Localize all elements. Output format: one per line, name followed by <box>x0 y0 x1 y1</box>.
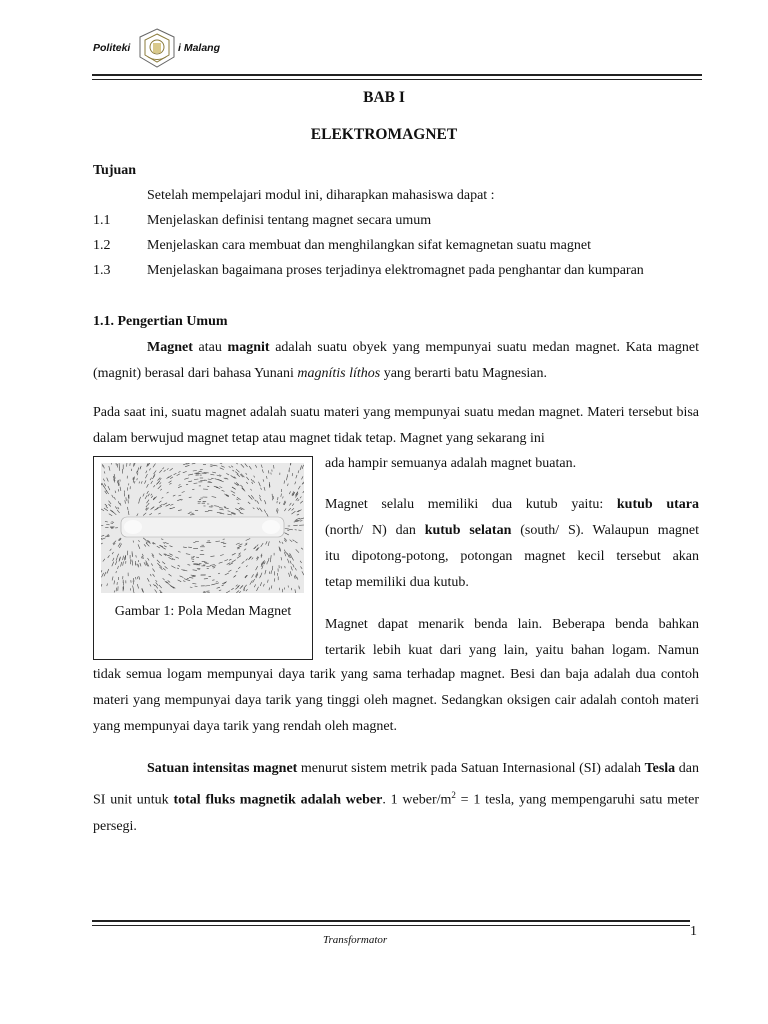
institution-name-left: Politeki <box>93 42 131 54</box>
text-run: Magnet selalu memiliki dua kutub yaitu: <box>325 497 617 512</box>
magnetic-field-pattern-image <box>101 463 304 593</box>
figure-caption: Gambar 1: Pola Medan Magnet <box>114 604 292 619</box>
chapter-number: BAB I <box>363 89 405 106</box>
term-tesla: Tesla <box>644 761 676 776</box>
paragraph-magnet-today: Pada saat ini, suatu magnet adalah suatu materi yang mempunyai suatu medan magnet. Materi tersebut bisa dalam berwujud magnet tetap atau magnet tidak tetap. Magnet yang sekarang ini <box>93 405 699 446</box>
text-run: atau <box>192 340 228 355</box>
objective-text: Menjelaskan definisi tentang magnet secara umum <box>147 213 432 228</box>
header-rule <box>92 74 702 76</box>
term-magnit: magnit <box>227 340 270 355</box>
text-line <box>325 492 699 518</box>
objective-number: 1.2 <box>93 238 111 253</box>
objective-number: 1.3 <box>93 263 111 278</box>
term-greek: magnítis líthos <box>297 366 381 381</box>
objective-number: 1.1 <box>93 213 111 228</box>
institution-logo <box>137 27 177 69</box>
text-line: tetap memiliki dua kutub. <box>325 575 469 590</box>
paragraph-magnet-units <box>93 756 699 840</box>
tujuan-intro: Setelah mempelajari modul ini, diharapkan mahasiswa dapat : <box>147 188 495 203</box>
institution-name-right: i Malang <box>178 42 221 54</box>
superscript: 2 <box>451 790 456 800</box>
text-line: itu dipotong-potong, potongan magnet kecil tersebut akan <box>325 549 699 564</box>
footer-title: Transformator <box>323 934 388 946</box>
paragraph-magnet-poles <box>325 492 699 596</box>
text-line: tertarik lebih kuat dari yang lain, yaitu bahan logam. Namun <box>325 643 699 658</box>
figure-magnetic-field <box>93 456 313 660</box>
header-rule-thin <box>92 79 702 80</box>
text-run: (south/ S). Walaupun magnet <box>511 523 700 538</box>
text-run: = 1 tesla, yang mempengaruhi satu meter persegi. <box>93 792 699 834</box>
page-number: 1 <box>690 924 697 939</box>
chapter-title: ELEKTROMAGNET <box>310 126 458 143</box>
paragraph-magnet-attraction: tidak semua logam mempunyai daya tarik yang sama terhadap magnet. Besi dan baja adalah dua contoh materi yang mempunyai daya tarik yang tinggi oleh magnet. Sedangkan oksigen cair adalah contoh materi yang mempunyai daya tarik yang rendah oleh magnet. <box>93 667 699 734</box>
paragraph-magnet-attraction-top <box>325 612 699 664</box>
objective-text: Menjelaskan cara membuat dan menghilangkan sifat kemagnetan suatu magnet <box>147 238 591 253</box>
text-line <box>325 518 699 544</box>
page-header <box>93 22 713 72</box>
text-run: menurut sistem metrik pada Satuan Internasional (SI) adalah <box>297 761 645 776</box>
footer-rule <box>92 920 690 922</box>
term-magnetic-intensity-unit: Satuan intensitas magnet <box>147 761 298 776</box>
term-magnet: Magnet <box>147 340 193 355</box>
objective-text: Menjelaskan bagaimana proses terjadinya elektromagnet pada penghantar dan kumparan <box>147 263 644 278</box>
section-heading: 1.1. Pengertian Umum <box>93 314 228 329</box>
footer-rule-thin <box>92 925 690 926</box>
paragraph-magnet-today-tail: ada hampir semuanya adalah magnet buatan. <box>325 456 577 471</box>
term-south-pole: kutub selatan <box>424 523 512 538</box>
text-run: (north/ N) dan <box>325 523 425 538</box>
text-run: yang berarti batu Magnesian. <box>380 366 547 381</box>
text-line: Magnet dapat menarik benda lain. Beberapa benda bahkan <box>325 617 699 632</box>
paragraph-magnet-definition <box>93 335 699 387</box>
text-run: dan SI unit untuk <box>93 761 699 808</box>
text-run: adalah suatu obyek yang mempunyai suatu medan magnet. Kata magnet (magnit) berasal dari bahasa Yunani <box>93 340 699 381</box>
term-north-pole: kutub utara <box>616 497 699 512</box>
text-run: . 1 weber/m <box>382 792 452 808</box>
term-weber: total fluks magnetik adalah weber <box>173 792 383 808</box>
tujuan-heading: Tujuan <box>93 163 137 178</box>
